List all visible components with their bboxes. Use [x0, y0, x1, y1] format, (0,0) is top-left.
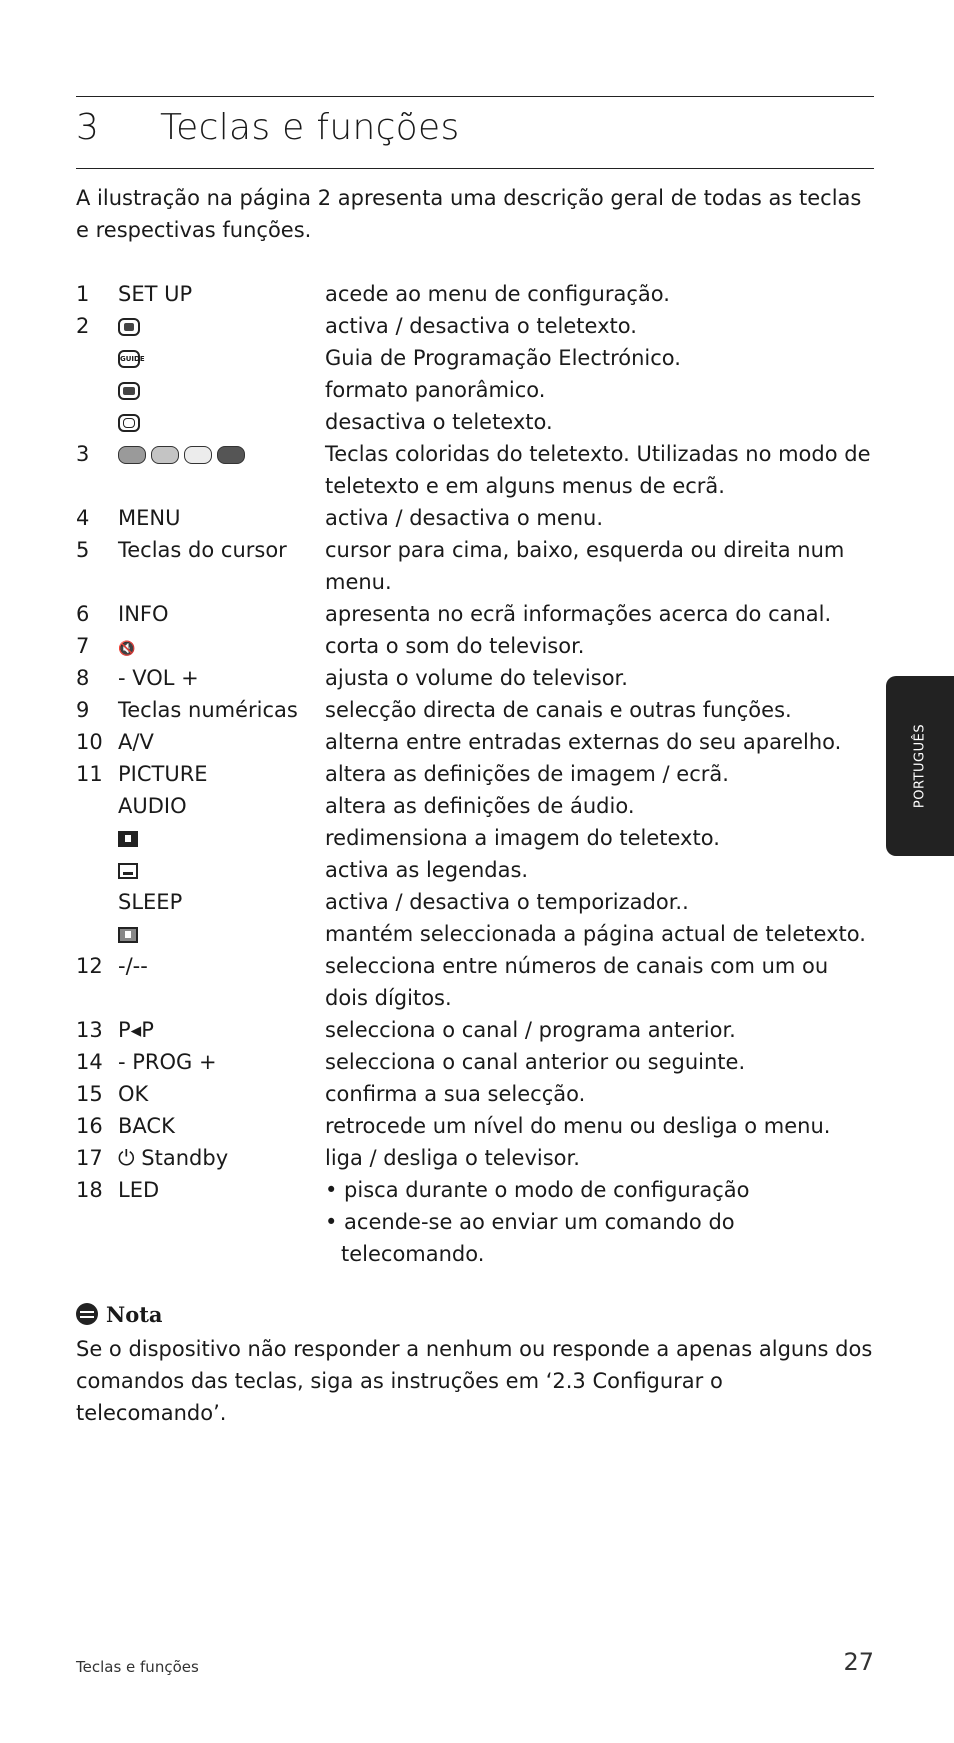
key-row	[76, 662, 876, 694]
key-number: 17	[76, 1146, 103, 1170]
key-name: A/V	[118, 730, 154, 754]
key-description: confirma a sua selecção.	[325, 1082, 586, 1106]
key-description	[325, 1174, 876, 1270]
note-title: Nota	[106, 1302, 163, 1327]
key-name: -/--	[118, 954, 148, 978]
subtitle-icon	[118, 863, 138, 879]
heading-rule	[76, 168, 874, 169]
key-row	[76, 374, 876, 406]
key-row	[76, 342, 876, 374]
key-number: 9	[76, 698, 90, 722]
intro-paragraph: A ilustração na página 2 apresenta uma descrição geral de todas as teclas e respectivas funções.	[76, 186, 862, 242]
chapter-title: Teclas e funções	[160, 107, 460, 148]
key-row	[76, 950, 876, 1014]
key-number: 7	[76, 634, 90, 658]
key-name	[118, 310, 318, 342]
key-number: 10	[76, 730, 103, 754]
chapter-number: 3	[76, 107, 100, 148]
guide-icon	[118, 350, 145, 368]
language-tab	[886, 676, 954, 856]
key-description: desactiva o teletexto.	[325, 410, 553, 434]
key-row	[76, 854, 876, 886]
top-rule	[76, 96, 874, 97]
key-description: acede ao menu de configuração.	[325, 282, 670, 306]
hold-icon-dot	[125, 931, 131, 938]
key-name	[118, 374, 318, 406]
key-row	[76, 758, 876, 790]
key-name	[118, 822, 318, 854]
footer-section-title: Teclas e funções	[76, 1658, 199, 1676]
key-description: selecção directa de canais e outras funções.	[325, 698, 792, 722]
key-description: activa / desactiva o temporizador..	[325, 890, 689, 914]
key-number: 8	[76, 666, 90, 690]
key-row	[76, 918, 876, 950]
note-heading	[76, 1302, 163, 1327]
widescreen-icon	[118, 382, 140, 400]
key-name: SET UP	[118, 282, 193, 306]
chapter-heading	[76, 107, 460, 148]
key-description: selecciona o canal anterior ou seguinte.	[325, 1050, 746, 1074]
key-name: INFO	[118, 602, 169, 626]
key-row	[76, 1110, 876, 1142]
key-name: MENU	[118, 506, 181, 530]
key-description: mantém seleccionada a página actual de teletexto.	[325, 922, 866, 946]
key-row	[76, 502, 876, 534]
teletext-icon-inner	[124, 323, 134, 331]
subtitle-icon-bar	[123, 872, 133, 875]
key-description-bullet: • acende-se ao enviar um comando do telecomando.	[325, 1210, 735, 1266]
key-number: 16	[76, 1114, 103, 1138]
key-name: - PROG +	[118, 1050, 217, 1074]
key-description: apresenta no ecrã informações acerca do canal.	[325, 602, 832, 626]
key-number: 4	[76, 506, 90, 530]
key-name: PICTURE	[118, 762, 208, 786]
key-row	[76, 406, 876, 438]
note-icon	[76, 1303, 98, 1325]
key-description: Teclas coloridas do teletexto. Utilizadas no modo de teletexto e em alguns menus de ecrã.	[325, 442, 871, 498]
key-description: corta o som do televisor.	[325, 634, 585, 658]
key-number: 5	[76, 538, 90, 562]
key-row	[76, 310, 876, 342]
key-number: 12	[76, 954, 103, 978]
note-text: Se o dispositivo não responder a nenhum ou responde a apenas alguns dos comandos das teclas, siga as instruções em ‘2.3 Configurar o telecomando’.	[76, 1337, 873, 1425]
hold-icon	[118, 927, 138, 943]
resize-icon-dot	[125, 835, 131, 842]
key-name	[118, 438, 318, 470]
key-description: alterna entre entradas externas do seu aparelho.	[325, 730, 842, 754]
guide-icon-text: GUIDE	[120, 355, 145, 363]
key-number: 3	[76, 442, 90, 466]
key-name: BACK	[118, 1114, 175, 1138]
key-row	[76, 534, 876, 598]
key-name	[118, 406, 318, 438]
key-description: activa / desactiva o teletexto.	[325, 314, 637, 338]
key-name: AUDIO	[118, 794, 187, 818]
key-number: 13	[76, 1018, 103, 1042]
key-description-bullet: • pisca durante o modo de configuração	[325, 1178, 750, 1202]
key-row	[76, 1046, 876, 1078]
key-description: liga / desliga o televisor.	[325, 1146, 580, 1170]
key-description: selecciona o canal / programa anterior.	[325, 1018, 736, 1042]
key-number: 18	[76, 1178, 103, 1202]
key-description: retrocede um nível do menu ou desliga o menu.	[325, 1114, 831, 1138]
key-description: ajusta o volume do televisor.	[325, 666, 628, 690]
key-description: formato panorâmico.	[325, 378, 546, 402]
key-description: cursor para cima, baixo, esquerda ou direita num menu.	[325, 538, 845, 594]
key-name: ⏻ Standby	[118, 1146, 229, 1170]
widescreen-icon-inner	[123, 387, 135, 395]
teletext-off-icon-ring	[123, 418, 135, 428]
key-number: 1	[76, 282, 90, 306]
key-name: LED	[118, 1178, 160, 1202]
key-name: - VOL +	[118, 666, 199, 690]
key-row	[76, 1142, 876, 1174]
key-number: 15	[76, 1082, 103, 1106]
key-function-list	[76, 278, 876, 1270]
mute-icon: 🔇	[118, 641, 136, 657]
key-name	[118, 854, 318, 886]
key-row	[76, 1078, 876, 1110]
teletext-icon	[118, 318, 140, 336]
key-description: activa as legendas.	[325, 858, 529, 882]
resize-icon	[118, 831, 138, 847]
key-row	[76, 630, 876, 662]
color-key-icon	[118, 446, 146, 464]
key-name	[118, 630, 318, 665]
key-row	[76, 694, 876, 726]
key-row	[76, 726, 876, 758]
key-description: altera as definições de áudio.	[325, 794, 635, 818]
key-name: P◂P	[118, 1018, 154, 1042]
key-name: OK	[118, 1082, 149, 1106]
key-number: 14	[76, 1050, 103, 1074]
key-name	[118, 342, 318, 374]
key-row	[76, 1174, 876, 1270]
key-row	[76, 1014, 876, 1046]
page-number: 27	[843, 1648, 874, 1676]
key-description: activa / desactiva o menu.	[325, 506, 604, 530]
key-number: 2	[76, 314, 90, 338]
key-row	[76, 598, 876, 630]
key-name: SLEEP	[118, 890, 183, 914]
key-description: Guia de Programação Electrónico.	[325, 346, 681, 370]
color-key-icon	[217, 446, 245, 464]
color-key-icon	[151, 446, 179, 464]
key-number: 11	[76, 762, 103, 786]
key-row	[76, 790, 876, 822]
color-key-icon	[184, 446, 212, 464]
key-row	[76, 438, 876, 502]
key-row	[76, 278, 876, 310]
teletext-off-icon	[118, 414, 140, 432]
key-name: Teclas do cursor	[118, 538, 287, 562]
key-name	[118, 918, 318, 950]
key-row	[76, 822, 876, 854]
key-number: 6	[76, 602, 90, 626]
key-description: redimensiona a imagem do teletexto.	[325, 826, 720, 850]
key-name: Teclas numéricas	[118, 698, 298, 722]
key-row	[76, 886, 876, 918]
language-tab-label: PORTUGUÊS	[912, 723, 928, 809]
key-description: altera as definições de imagem / ecrã.	[325, 762, 729, 786]
key-description: selecciona entre números de canais com um ou dois dígitos.	[325, 954, 829, 1010]
